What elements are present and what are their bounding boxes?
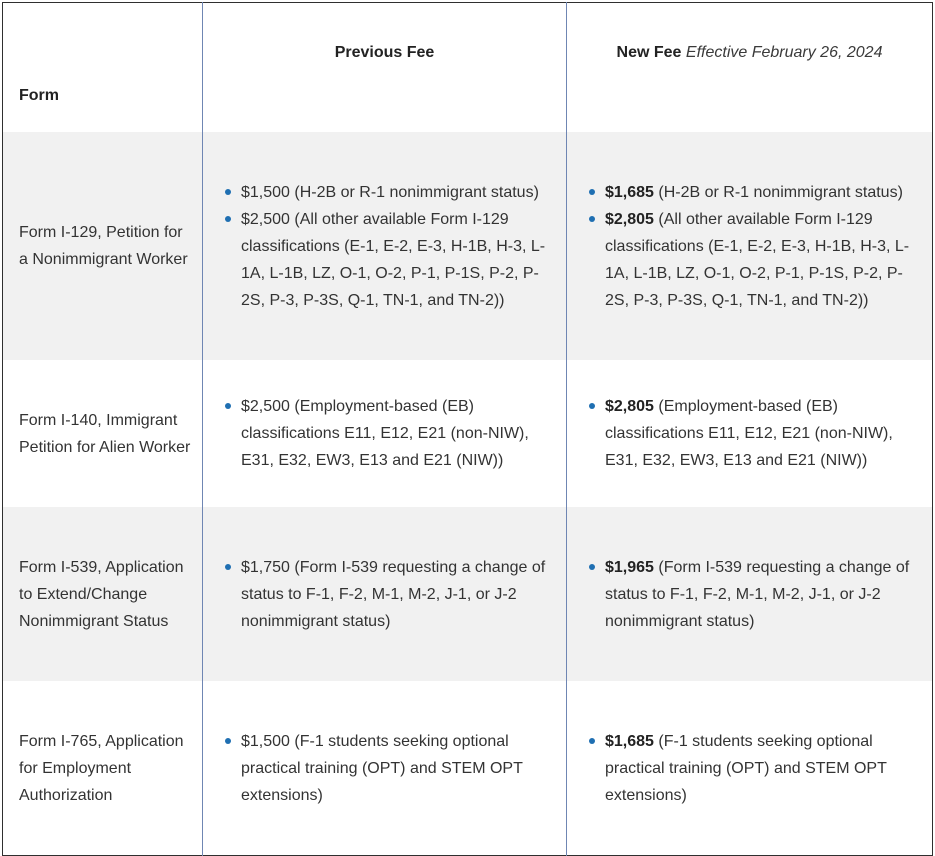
fee-amount: $2,805 xyxy=(605,398,654,415)
list-item xyxy=(241,554,556,635)
bullet-icon xyxy=(225,189,231,195)
bullet-icon xyxy=(589,216,595,222)
new-fee-cell xyxy=(567,360,933,507)
fee-list xyxy=(241,554,556,635)
previous-fee-cell xyxy=(203,507,567,681)
fee-amount: $1,965 xyxy=(605,558,654,576)
form-cell: Form I-765, Application for Employment Authorization xyxy=(3,681,203,856)
bullet-icon xyxy=(225,738,231,744)
form-cell: Form I-140, Immigrant Petition for Alien Worker xyxy=(3,360,203,507)
table-row xyxy=(3,360,933,507)
fee-list xyxy=(605,393,922,474)
header-new-fee xyxy=(567,3,933,133)
previous-fee-cell xyxy=(203,132,567,360)
list-item xyxy=(605,179,922,206)
bullet-icon xyxy=(589,189,595,195)
fee-description: (F-1 students seeking optional practical training (OPT) and STEM OPT extensions) xyxy=(605,732,887,804)
fee-list xyxy=(605,728,922,809)
fee-description: (Form I-539 requesting a change of status to F-1, F-2, M-1, M-2, J-1, or J-2 nonimmigrant status) xyxy=(241,558,546,630)
bullet-icon xyxy=(589,403,595,409)
fee-list xyxy=(605,554,922,635)
fee-amount: $2,500 xyxy=(241,398,290,415)
list-item xyxy=(241,728,556,809)
new-fee-cell xyxy=(567,681,933,856)
header-new-fee-effective: Effective February 26, 2024 xyxy=(685,44,883,61)
fee-list xyxy=(241,728,556,809)
table-row xyxy=(3,132,933,360)
bullet-icon xyxy=(225,403,231,409)
bullet-icon xyxy=(589,564,595,570)
list-item xyxy=(605,728,922,809)
list-item xyxy=(241,393,556,474)
fee-list xyxy=(241,393,556,474)
fee-comparison-table xyxy=(2,2,933,856)
fee-description: (H-2B or R-1 nonimmigrant status) xyxy=(653,183,903,201)
header-new-fee-label: New Fee xyxy=(616,44,682,61)
fee-description: (All other available Form I-129 classifications (E-1, E-2, E-3, H-1B, H-3, L-1A, L-1B, LZ, O-1, O-2, P-1, P-1S, P-2, P-2S, P-3, P-3S, Q-1, TN-1, and TN-2)) xyxy=(241,210,546,309)
bullet-icon xyxy=(225,216,231,222)
fee-description: (Form I-539 requesting a change of status to F-1, F-2, M-1, M-2, J-1, or J-2 nonimmigrant status) xyxy=(605,558,910,630)
list-item xyxy=(605,554,922,635)
fee-amount: $2,805 xyxy=(605,210,654,228)
table-header-row xyxy=(3,3,933,133)
fee-amount: $1,500 xyxy=(241,732,290,750)
bullet-icon xyxy=(589,738,595,744)
form-cell: Form I-539, Application to Extend/Change Nonimmigrant Status xyxy=(3,507,203,681)
fee-description: (Employment-based (EB) classifications E11, E12, E21 (non-NIW), E31, E32, EW3, E13 and E21 (NIW)) xyxy=(605,398,893,469)
new-fee-cell xyxy=(567,507,933,681)
new-fee-cell xyxy=(567,132,933,360)
list-item xyxy=(605,393,922,474)
table-row xyxy=(3,507,933,681)
table-row xyxy=(3,681,933,856)
fee-amount: $1,685 xyxy=(605,183,654,201)
fee-description: (Employment-based (EB) classifications E11, E12, E21 (non-NIW), E31, E32, EW3, E13 and E21 (NIW)) xyxy=(241,398,529,469)
fee-amount: $1,500 xyxy=(241,183,290,201)
list-item xyxy=(241,179,556,206)
header-previous-fee: Previous Fee xyxy=(203,3,567,133)
list-item xyxy=(605,206,922,314)
fee-list xyxy=(241,179,556,314)
fee-description: (All other available Form I-129 classifications (E-1, E-2, E-3, H-1B, H-3, L-1A, L-1B, LZ, O-1, O-2, P-1, P-1S, P-2, P-2S, P-3, P-3S, Q-1, TN-1, and TN-2)) xyxy=(605,210,910,309)
fee-amount: $2,500 xyxy=(241,210,290,228)
previous-fee-cell xyxy=(203,360,567,507)
header-form: Form xyxy=(19,87,59,104)
form-cell: Form I-129, Petition for a Nonimmigrant Worker xyxy=(3,132,203,360)
previous-fee-cell xyxy=(203,681,567,856)
bullet-icon xyxy=(225,564,231,570)
fee-amount: $1,750 xyxy=(241,558,290,576)
fee-description: (F-1 students seeking optional practical training (OPT) and STEM OPT extensions) xyxy=(241,732,523,804)
fee-list xyxy=(605,179,922,314)
list-item xyxy=(241,206,556,314)
fee-description: (H-2B or R-1 nonimmigrant status) xyxy=(289,183,539,201)
fee-amount: $1,685 xyxy=(605,732,654,750)
